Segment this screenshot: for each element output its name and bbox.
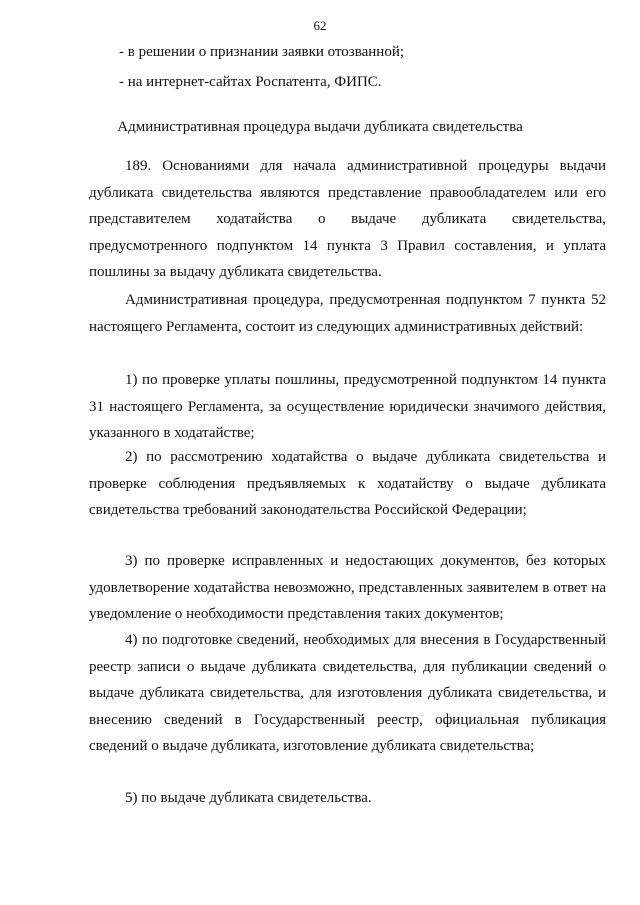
paragraph-189	[89, 153, 606, 286]
list-item	[89, 444, 606, 524]
paragraph-text: Административная процедура, предусмотренная подпунктом 7 пункта 52 настоящего Регламента, состоит из следующих административных действий:	[89, 292, 606, 335]
list-item-text: 4) по подготовке сведений, необходимых для внесения в Государственный реестр записи о выдаче дубликата свидетельства, для публикации сведений о выдаче дубликата свидетельства, для изготовления дубликата свидетельства, и внесению сведений в Государственный реестр, официальная публикация сведений о выдаче дубликата, изготовление дубликата свидетельства;	[89, 632, 606, 754]
bullet-item: - в решении о признании заявки отозванной;	[119, 44, 405, 60]
page-number: 62	[313, 18, 327, 33]
bullet-item: - на интернет-сайтах Роспатента, ФИПС.	[119, 74, 382, 90]
list-item-text: 5) по выдаче дубликата свидетельства.	[125, 790, 372, 806]
list-item	[89, 627, 606, 760]
list-item	[89, 367, 606, 447]
paragraph-text: 189. Основаниями для начала административной процедуры выдачи дубликата свидетельства являются представление правообладателем или его представителем ходатайства о выдаче дубликата свидетельства, предусмотренного подпунктом 14 пункта 3 Правил составления, и уплата пошлины за выдачу дубликата свидетельства.	[89, 158, 606, 280]
section-title: Административная процедура выдачи дубликата свидетельства	[117, 119, 523, 135]
list-item	[89, 548, 606, 628]
list-item-text: 1) по проверке уплаты пошлины, предусмотренной подпунктом 14 пункта 31 настоящего Регламента, за осуществление юридически значимого действия, указанного в ходатайстве;	[89, 372, 606, 441]
list-item	[89, 785, 606, 812]
paragraph-procedure	[89, 287, 606, 340]
list-item-text: 2) по рассмотрению ходатайства о выдаче дубликата свидетельства и проверке соблюдения предъявляемых к ходатайству о выдаче дубликата свидетельства требований законодательства Российской Федерации;	[89, 449, 606, 518]
list-item-text: 3) по проверке исправленных и недостающих документов, без которых удовлетворение ходатайства невозможно, представленных заявителем в ответ на уведомление о необходимости представления таких документов;	[89, 553, 606, 622]
